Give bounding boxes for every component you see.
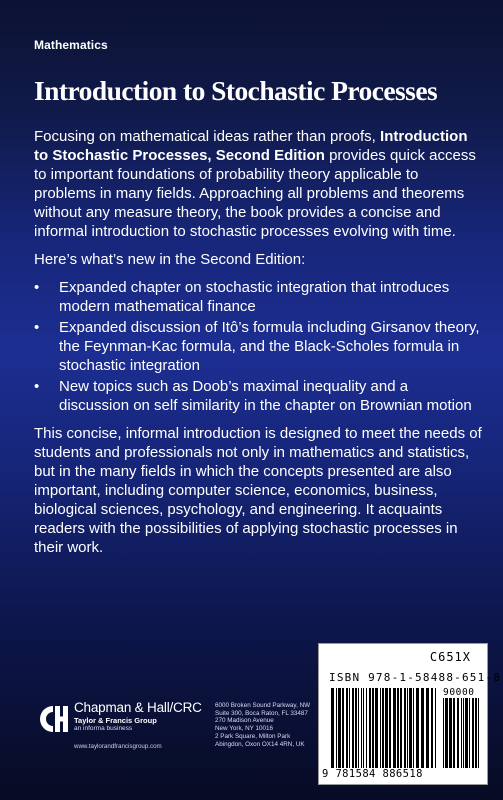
subject-label: Mathematics — [34, 38, 108, 52]
bullet-icon: • — [34, 319, 40, 336]
intro-text-start: Focusing on mathematical ideas rather than proofs, — [34, 128, 381, 145]
list-item — [34, 278, 482, 316]
publisher-block — [34, 700, 202, 750]
intro-text-end: provides quick access to important foundations of probability theory applicable to problems in many fields. Approaching all problems and theorems without any measure theory, the book provides a concise and informal introduction to stochastic processes evolving with time. — [34, 147, 476, 240]
publisher-text — [74, 700, 202, 732]
address-line: 6000 Broken Sound Parkway, NW — [215, 702, 311, 709]
address-line: New York, NY 10016 — [215, 725, 273, 733]
book-description — [34, 127, 482, 566]
address-line: 2 Park Square, Milton Park — [215, 732, 291, 740]
book-title: Introduction to Stochastic Processes — [34, 75, 438, 106]
intro-bold-title: Introduction to Stochastic Processes, Second Edition — [34, 128, 468, 164]
list-item-text: Expanded discussion of Itô’s formula including Girsanov theory, the Feynman-Kac formula, and the Black-Scholes formula in stochastic integration — [59, 319, 480, 374]
publisher-addresses — [215, 702, 315, 748]
new-edition-heading: Here’s what’s new in the Second Edition: — [34, 251, 306, 268]
barcode-panel — [318, 643, 502, 785]
publisher-group: Taylor & Francis Group — [74, 716, 157, 725]
barcode-addon-icon — [443, 698, 481, 768]
list-item-text: New topics such as Doob’s maximal inequality and a discussion on self similarity in the chapter on Brownian motion — [59, 378, 472, 414]
list-item-text: Expanded chapter on stochastic integration that introduces modern mathematical finance — [59, 279, 450, 315]
publisher-url: www.taylorandfrancisgroup.com — [74, 743, 162, 750]
catalog-code: C651X — [429, 650, 471, 664]
barcode-main-icon — [331, 688, 439, 768]
publisher-name: Chapman & Hall/CRC — [74, 700, 202, 715]
list-item — [34, 377, 482, 415]
publisher-tagline: an informa business — [74, 725, 133, 732]
list-item — [34, 318, 482, 375]
address-line: Suite 300, Boca Raton, FL 33487 — [215, 709, 308, 717]
address-line: Abingdon, Oxon OX14 4RN, UK — [215, 740, 305, 748]
price-code: 90000 — [443, 687, 475, 698]
closing-paragraph: This concise, informal introduction is designed to meet the needs of students and professionals not only in mathematics and statistics, but in the many fields in which the concepts presented are also important, including computer science, economics, business, biological sciences, psychology, and engineering. It acquaints readers with the possibilities of applying stochastic processes in their work. — [34, 425, 482, 556]
isbn-number: ISBN 978-1-58488-651-8 — [329, 671, 502, 684]
ch-logo-icon — [34, 702, 68, 736]
address-line: 270 Madison Avenue — [215, 717, 274, 725]
bullet-icon: • — [34, 279, 40, 296]
bullet-icon: • — [34, 378, 40, 395]
ean-digits: 9 781584 886518 — [322, 768, 423, 780]
new-features-list — [34, 278, 482, 415]
intro-paragraph — [34, 127, 482, 241]
